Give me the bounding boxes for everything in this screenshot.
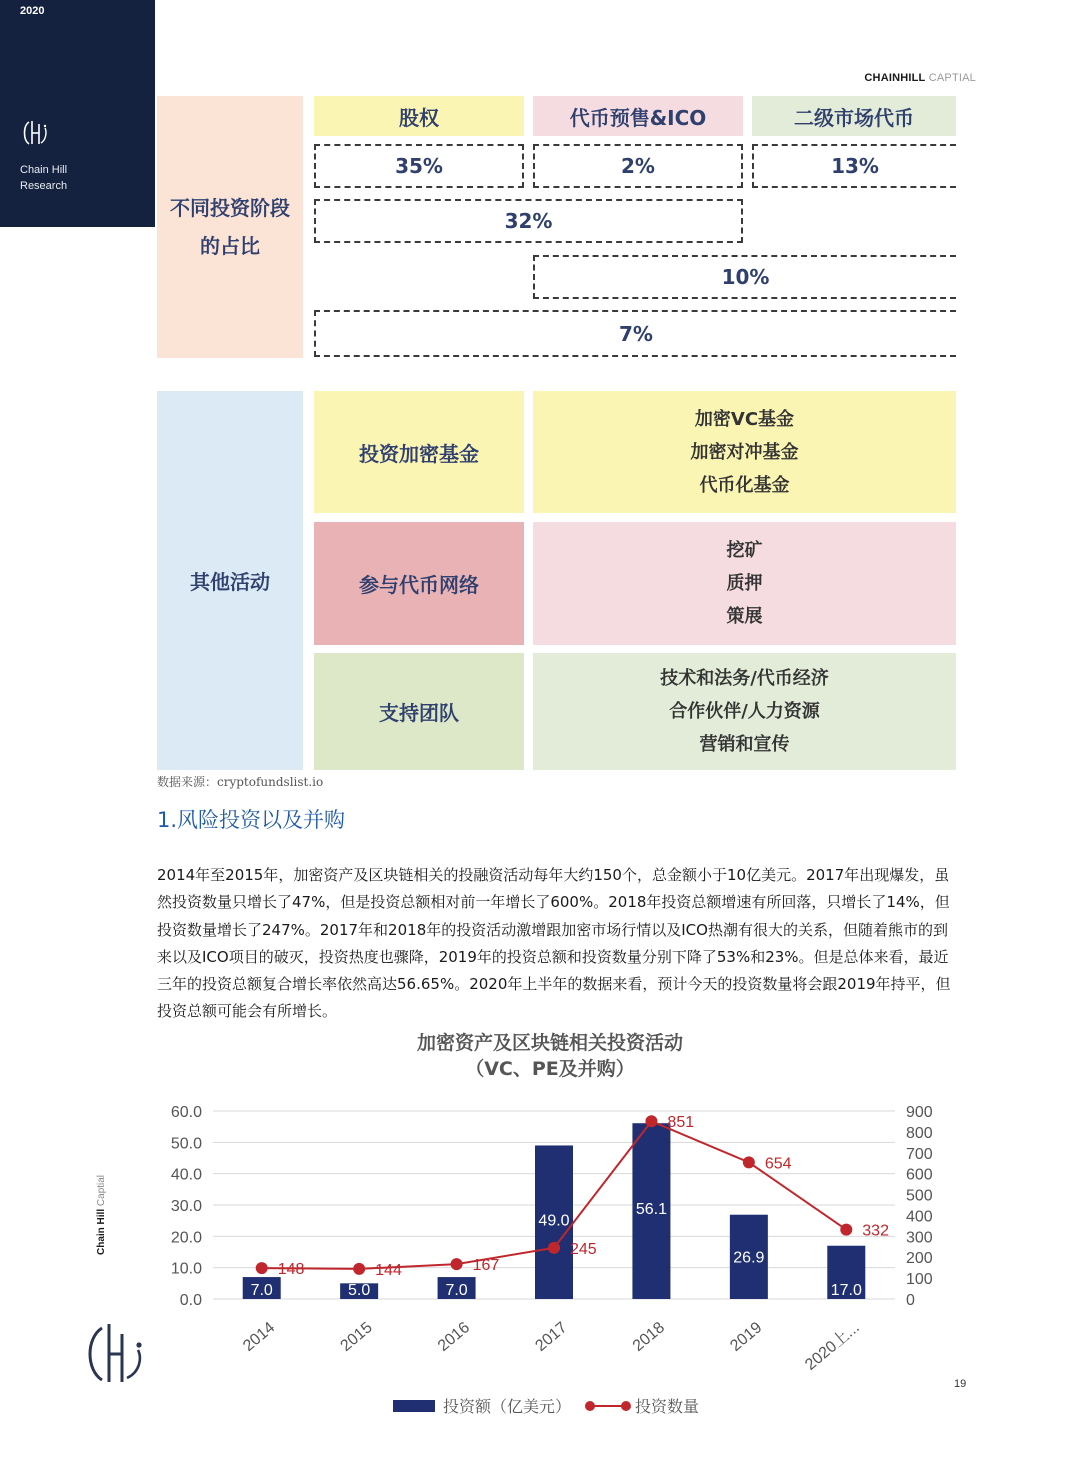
y-left-tick-label: 20.0 [170, 1229, 202, 1247]
chainhill-logo-icon [20, 118, 50, 148]
vertical-brand [96, 1175, 107, 1255]
bar-data-label: 5.0 [348, 1282, 371, 1299]
header-corner-block [0, 0, 155, 227]
top-brand [864, 72, 976, 84]
line-data-label: 245 [570, 1240, 597, 1258]
table1-row-label: 不同投资阶段的占比 [157, 96, 303, 358]
brand-line-1: Chain Hill [20, 164, 68, 176]
table2-row-network-name: 参与代币网络 [314, 522, 524, 645]
y-right-tick-label: 100 [906, 1271, 933, 1289]
chart-legend [393, 1394, 699, 1417]
x-tick-label: 2014 [240, 1319, 279, 1355]
legend-line-label: 投资数量 [635, 1397, 700, 1416]
table1-header-equity: 股权 [314, 96, 524, 136]
line-point [645, 1115, 657, 1127]
year-label: 2020 [20, 5, 45, 17]
legend-bar-swatch [393, 1400, 435, 1412]
chart-title: 加密资产及区块链相关投资活动 [416, 1032, 683, 1054]
vertical-brand-light: Captial [96, 1174, 107, 1207]
line-data-label: 148 [277, 1261, 305, 1279]
list-item: 加密VC基金 [694, 408, 795, 430]
vertical-brand-bold: Chain Hill [96, 1208, 107, 1255]
investment-chart [0, 1090, 1080, 1390]
chart-subtitle: （VC、PE及并购） [465, 1058, 635, 1080]
line-data-label: 654 [764, 1155, 792, 1173]
list-item: 策展 [726, 606, 763, 627]
table2-row-label: 其他活动 [157, 391, 303, 770]
table1-value-secondary: 13% [752, 144, 956, 188]
list-item: 营销和宣传 [699, 734, 790, 755]
y-right-tick-label: 700 [906, 1145, 933, 1163]
table1-header-secondary: 二级市场代币 [752, 96, 956, 136]
brand-line-2: Research [20, 180, 68, 192]
y-left-tick-label: 60.0 [170, 1104, 202, 1121]
y-right-tick-label: 0 [906, 1292, 915, 1309]
list-item: 技术和法务/代币经济 [660, 668, 829, 689]
table1-value-ico-secondary: 10% [533, 255, 956, 299]
table1-value-all: 7% [314, 310, 956, 357]
line-point [840, 1224, 852, 1236]
top-brand-bold: CHAINHILL [864, 72, 926, 84]
line-data-label: 332 [862, 1222, 889, 1240]
y-left-tick-label: 30.0 [170, 1198, 202, 1215]
x-tick-label: 2015 [337, 1319, 376, 1355]
line-point [743, 1156, 755, 1168]
y-left-tick-label: 0.0 [179, 1292, 202, 1309]
line-point [256, 1262, 268, 1274]
table2-row-fund-items [533, 391, 956, 513]
y-right-tick-label: 200 [906, 1250, 933, 1268]
x-tick-label: 2016 [434, 1319, 474, 1355]
y-left-tick-label: 40.0 [170, 1166, 202, 1184]
y-right-tick-label: 600 [906, 1166, 933, 1184]
bar-data-label: 7.0 [445, 1282, 468, 1299]
y-right-tick-label: 300 [906, 1229, 933, 1247]
legend-bar-label: 投资额（亿美元） [443, 1397, 572, 1416]
body-text: 2014年至2015年，加密资产及区块链相关的投融资活动每年大约150个，总金额小于10亿美元。2017年出现爆发，虽然投资数量只增长了47%，但是投资总额相对前一年增长了600%。2018年投资总额增速有所回落，只增长了14%，但投资数量增长了247%。2017年和2018年的投资活动激增跟加密市场行情以及ICO热潮有很大的关系，但随着熊市的到来以及ICO项目的破灭，投资热度也骤降，2019年的投资总额和投资数量分别下降了53%和23%。但是总体来看，最近三年的投资总额复合增长率依然高达56.65%。2020年上半年的数据来看，预计今天的投资数量将会跟2019年持平，但投资总额可能会有所增长。 [157, 866, 951, 1021]
list-item: 质押 [726, 573, 763, 594]
y-right-tick-label: 400 [906, 1208, 933, 1226]
list-item: 合作伙伴/人力资源 [669, 701, 820, 722]
chart-title-block [300, 1030, 800, 1082]
table2-row-support-name: 支持团队 [314, 653, 524, 770]
data-source: 数据来源：cryptofundslist.io [157, 775, 324, 789]
page-number: 19 [954, 1378, 967, 1390]
table1-header-ico: 代币预售&ICO [533, 96, 743, 136]
list-item: 挖矿 [726, 540, 763, 561]
bar-data-label: 26.9 [733, 1249, 765, 1267]
line-data-label: 851 [667, 1114, 695, 1132]
bar-data-label: 17.0 [830, 1282, 862, 1299]
table2-row-fund-name: 投资加密基金 [314, 391, 524, 513]
list-item: 加密对冲基金 [690, 441, 799, 463]
line-point [451, 1258, 463, 1270]
bar-data-label: 56.1 [635, 1200, 667, 1218]
chainhill-footer-logo-icon [82, 1320, 146, 1388]
line-point [548, 1242, 560, 1254]
y-left-tick-label: 50.0 [170, 1135, 202, 1153]
y-right-tick-label: 800 [906, 1124, 933, 1142]
table2-row-support-items [533, 653, 956, 770]
x-tick-label: 2020上... [802, 1319, 863, 1374]
bar-data-label: 49.0 [538, 1212, 570, 1230]
bar-data-label: 7.0 [250, 1282, 273, 1299]
table2-row-network-items [533, 522, 956, 645]
table1-value-ico: 2% [533, 144, 743, 188]
x-tick-label: 2019 [727, 1319, 766, 1355]
list-item: 代币化基金 [699, 474, 790, 496]
line-data-label: 144 [375, 1261, 402, 1279]
brand-text [20, 162, 67, 194]
x-tick-label: 2017 [532, 1319, 571, 1355]
x-tick-label: 2018 [629, 1319, 668, 1355]
top-brand-light: CAPTIAL [928, 72, 976, 84]
table1-value-equity: 35% [314, 144, 524, 188]
line-point [353, 1263, 365, 1275]
body-paragraph [157, 862, 962, 1026]
table1-value-equity-ico: 32% [314, 199, 743, 243]
y-left-tick-label: 10.0 [170, 1260, 202, 1278]
line-data-label: 167 [472, 1257, 500, 1275]
legend-line-swatch [585, 1399, 631, 1413]
y-right-tick-label: 500 [906, 1187, 933, 1205]
section-title: 1.风险投资以及并购 [157, 808, 346, 832]
y-right-tick-label: 900 [906, 1104, 933, 1121]
